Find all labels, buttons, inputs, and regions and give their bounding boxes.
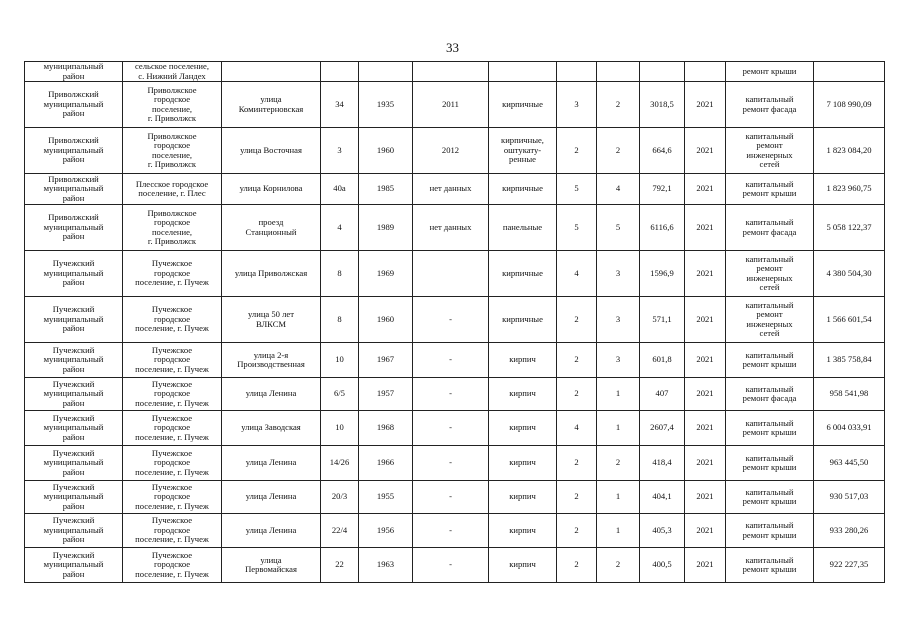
build-year-cell: 1969 [359, 251, 413, 297]
area-cell: 571,1 [640, 297, 685, 343]
street-cell: улица Заводская [222, 411, 321, 446]
house-number-cell: 22/4 [321, 514, 359, 548]
work-type-cell: капитальный ремонт инженерных сетей [726, 128, 814, 174]
plan-year-cell: 2021 [685, 128, 726, 174]
entrances-cell: 5 [597, 205, 640, 251]
district-cell: Пучежский муниципальный район [25, 514, 123, 548]
last-renovation-year-cell: нет данных [413, 174, 489, 205]
settlement-cell: Пучежское городское поселение, г. Пучеж [123, 446, 222, 481]
cost-cell: 930 517,03 [814, 481, 885, 514]
house-number-cell: 4 [321, 205, 359, 251]
last-renovation-year-cell: 2011 [413, 82, 489, 128]
area-cell: 405,3 [640, 514, 685, 548]
settlement-cell: Приволжское городское поселение, г. Приволжск [123, 82, 222, 128]
settlement-cell: Плесское городское поселение, г. Плес [123, 174, 222, 205]
settlement-cell: Пучежское городское поселение, г. Пучеж [123, 297, 222, 343]
table-row [25, 251, 885, 297]
table-row [25, 82, 885, 128]
plan-year-cell: 2021 [685, 411, 726, 446]
district-cell: Приволжский муниципальный район [25, 174, 123, 205]
plan-year-cell: 2021 [685, 481, 726, 514]
street-cell [222, 62, 321, 82]
table-row [25, 62, 885, 82]
wall-material-cell: кирпичные, оштукату- ренные [489, 128, 557, 174]
street-cell: улица 50 лет ВЛКСМ [222, 297, 321, 343]
street-cell: проезд Станционный [222, 205, 321, 251]
area-cell: 1596,9 [640, 251, 685, 297]
entrances-cell: 1 [597, 378, 640, 411]
district-cell: Пучежский муниципальный район [25, 251, 123, 297]
plan-year-cell: 2021 [685, 174, 726, 205]
page-number: 33 [446, 40, 459, 55]
table-row [25, 128, 885, 174]
floors-cell: 5 [557, 174, 597, 205]
street-cell: улица Ленина [222, 378, 321, 411]
cost-cell: 4 380 504,30 [814, 251, 885, 297]
build-year-cell: 1968 [359, 411, 413, 446]
table-row [25, 297, 885, 343]
wall-material-cell: кирпичные [489, 251, 557, 297]
build-year-cell: 1956 [359, 514, 413, 548]
settlement-cell: Пучежское городское поселение, г. Пучеж [123, 514, 222, 548]
plan-year-cell: 2021 [685, 251, 726, 297]
district-cell: Приволжский муниципальный район [25, 205, 123, 251]
cost-cell: 1 385 758,84 [814, 343, 885, 378]
work-type-cell: ремонт крыши [726, 62, 814, 82]
cost-cell: 5 058 122,37 [814, 205, 885, 251]
table-row [25, 514, 885, 548]
area-cell: 601,8 [640, 343, 685, 378]
street-cell: улица Ленина [222, 514, 321, 548]
wall-material-cell: кирпичные [489, 174, 557, 205]
area-cell: 404,1 [640, 481, 685, 514]
floors-cell: 2 [557, 343, 597, 378]
settlement-cell: сельское поселение, с. Нижний Ландех [123, 62, 222, 82]
work-type-cell: капитальный ремонт крыши [726, 548, 814, 583]
housing-repair-table [24, 61, 885, 583]
build-year-cell: 1985 [359, 174, 413, 205]
settlement-cell: Пучежское городское поселение, г. Пучеж [123, 251, 222, 297]
cost-cell: 922 227,35 [814, 548, 885, 583]
table-row [25, 481, 885, 514]
entrances-cell: 2 [597, 446, 640, 481]
work-type-cell: капитальный ремонт крыши [726, 174, 814, 205]
work-type-cell: капитальный ремонт инженерных сетей [726, 297, 814, 343]
build-year-cell: 1967 [359, 343, 413, 378]
last-renovation-year-cell: - [413, 446, 489, 481]
floors-cell: 2 [557, 297, 597, 343]
table-row [25, 548, 885, 583]
floors-cell: 4 [557, 251, 597, 297]
table-row [25, 174, 885, 205]
cost-cell: 1 823 084,20 [814, 128, 885, 174]
district-cell: Пучежский муниципальный район [25, 481, 123, 514]
entrances-cell: 1 [597, 481, 640, 514]
district-cell: Пучежский муниципальный район [25, 411, 123, 446]
wall-material-cell: кирпич [489, 481, 557, 514]
build-year-cell: 1957 [359, 378, 413, 411]
house-number-cell: 8 [321, 297, 359, 343]
wall-material-cell: кирпичные [489, 297, 557, 343]
district-cell: Пучежский муниципальный район [25, 446, 123, 481]
work-type-cell: капитальный ремонт крыши [726, 411, 814, 446]
table-row [25, 205, 885, 251]
floors-cell: 4 [557, 411, 597, 446]
wall-material-cell [489, 62, 557, 82]
wall-material-cell: кирпич [489, 343, 557, 378]
wall-material-cell: кирпич [489, 548, 557, 583]
street-cell: улица Ленина [222, 481, 321, 514]
area-cell [640, 62, 685, 82]
area-cell: 664,6 [640, 128, 685, 174]
street-cell: улица Коминтерновская [222, 82, 321, 128]
street-cell: улица Ленина [222, 446, 321, 481]
build-year-cell [359, 62, 413, 82]
floors-cell: 2 [557, 128, 597, 174]
area-cell: 407 [640, 378, 685, 411]
street-cell: улица Восточная [222, 128, 321, 174]
work-type-cell: капитальный ремонт фасада [726, 378, 814, 411]
cost-cell [814, 62, 885, 82]
house-number-cell: 8 [321, 251, 359, 297]
last-renovation-year-cell: нет данных [413, 205, 489, 251]
last-renovation-year-cell: - [413, 411, 489, 446]
settlement-cell: Пучежское городское поселение, г. Пучеж [123, 481, 222, 514]
plan-year-cell: 2021 [685, 548, 726, 583]
floors-cell: 5 [557, 205, 597, 251]
wall-material-cell: панельные [489, 205, 557, 251]
build-year-cell: 1960 [359, 297, 413, 343]
last-renovation-year-cell: - [413, 481, 489, 514]
work-type-cell: капитальный ремонт крыши [726, 343, 814, 378]
house-number-cell: 40а [321, 174, 359, 205]
table-row [25, 411, 885, 446]
table-row [25, 446, 885, 481]
plan-year-cell: 2021 [685, 82, 726, 128]
entrances-cell: 2 [597, 82, 640, 128]
last-renovation-year-cell: - [413, 514, 489, 548]
settlement-cell: Пучежское городское поселение, г. Пучеж [123, 411, 222, 446]
entrances-cell: 1 [597, 514, 640, 548]
last-renovation-year-cell: 2012 [413, 128, 489, 174]
last-renovation-year-cell: - [413, 548, 489, 583]
entrances-cell: 3 [597, 343, 640, 378]
street-cell: улица Первомайская [222, 548, 321, 583]
entrances-cell: 2 [597, 548, 640, 583]
table-row [25, 378, 885, 411]
floors-cell: 2 [557, 481, 597, 514]
cost-cell: 958 541,98 [814, 378, 885, 411]
plan-year-cell: 2021 [685, 297, 726, 343]
street-cell: улица Приволжская [222, 251, 321, 297]
last-renovation-year-cell [413, 62, 489, 82]
cost-cell: 7 108 990,09 [814, 82, 885, 128]
district-cell: Приволжский муниципальный район [25, 128, 123, 174]
cost-cell: 1 566 601,54 [814, 297, 885, 343]
plan-year-cell: 2021 [685, 205, 726, 251]
floors-cell: 2 [557, 514, 597, 548]
house-number-cell: 20/3 [321, 481, 359, 514]
area-cell: 792,1 [640, 174, 685, 205]
work-type-cell: капитальный ремонт крыши [726, 481, 814, 514]
floors-cell: 3 [557, 82, 597, 128]
area-cell: 6116,6 [640, 205, 685, 251]
area-cell: 2607,4 [640, 411, 685, 446]
work-type-cell: капитальный ремонт фасада [726, 205, 814, 251]
area-cell: 400,5 [640, 548, 685, 583]
table-body [25, 62, 885, 583]
street-cell: улица Корнилова [222, 174, 321, 205]
last-renovation-year-cell: - [413, 297, 489, 343]
cost-cell: 1 823 960,75 [814, 174, 885, 205]
wall-material-cell: кирпич [489, 411, 557, 446]
district-cell: Пучежский муниципальный район [25, 378, 123, 411]
entrances-cell: 4 [597, 174, 640, 205]
district-cell: Приволжский муниципальный район [25, 82, 123, 128]
settlement-cell: Пучежское городское поселение, г. Пучеж [123, 343, 222, 378]
work-type-cell: капитальный ремонт фасада [726, 82, 814, 128]
house-number-cell: 34 [321, 82, 359, 128]
cost-cell: 6 004 033,91 [814, 411, 885, 446]
wall-material-cell: кирпич [489, 446, 557, 481]
last-renovation-year-cell: - [413, 378, 489, 411]
district-cell: муниципальный район [25, 62, 123, 82]
house-number-cell: 14/26 [321, 446, 359, 481]
house-number-cell: 3 [321, 128, 359, 174]
district-cell: Пучежский муниципальный район [25, 343, 123, 378]
settlement-cell: Пучежское городское поселение, г. Пучеж [123, 548, 222, 583]
last-renovation-year-cell: - [413, 343, 489, 378]
plan-year-cell [685, 62, 726, 82]
house-number-cell [321, 62, 359, 82]
plan-year-cell: 2021 [685, 378, 726, 411]
cost-cell: 963 445,50 [814, 446, 885, 481]
cost-cell: 933 280,26 [814, 514, 885, 548]
wall-material-cell: кирпичные [489, 82, 557, 128]
table-row [25, 343, 885, 378]
settlement-cell: Приволжское городское поселение, г. Приволжск [123, 205, 222, 251]
house-number-cell: 10 [321, 343, 359, 378]
build-year-cell: 1966 [359, 446, 413, 481]
wall-material-cell: кирпич [489, 514, 557, 548]
build-year-cell: 1935 [359, 82, 413, 128]
plan-year-cell: 2021 [685, 446, 726, 481]
district-cell: Пучежский муниципальный район [25, 548, 123, 583]
plan-year-cell: 2021 [685, 343, 726, 378]
house-number-cell: 10 [321, 411, 359, 446]
house-number-cell: 22 [321, 548, 359, 583]
floors-cell: 2 [557, 548, 597, 583]
work-type-cell: капитальный ремонт инженерных сетей [726, 251, 814, 297]
last-renovation-year-cell [413, 251, 489, 297]
entrances-cell: 1 [597, 411, 640, 446]
street-cell: улица 2-я Производственная [222, 343, 321, 378]
work-type-cell: капитальный ремонт крыши [726, 446, 814, 481]
floors-cell: 2 [557, 446, 597, 481]
entrances-cell: 2 [597, 128, 640, 174]
entrances-cell: 3 [597, 251, 640, 297]
district-cell: Пучежский муниципальный район [25, 297, 123, 343]
floors-cell [557, 62, 597, 82]
settlement-cell: Приволжское городское поселение, г. Приволжск [123, 128, 222, 174]
entrances-cell: 3 [597, 297, 640, 343]
build-year-cell: 1955 [359, 481, 413, 514]
build-year-cell: 1963 [359, 548, 413, 583]
work-type-cell: капитальный ремонт крыши [726, 514, 814, 548]
wall-material-cell: кирпич [489, 378, 557, 411]
build-year-cell: 1989 [359, 205, 413, 251]
area-cell: 418,4 [640, 446, 685, 481]
plan-year-cell: 2021 [685, 514, 726, 548]
settlement-cell: Пучежское городское поселение, г. Пучеж [123, 378, 222, 411]
build-year-cell: 1960 [359, 128, 413, 174]
floors-cell: 2 [557, 378, 597, 411]
entrances-cell [597, 62, 640, 82]
area-cell: 3018,5 [640, 82, 685, 128]
house-number-cell: 6/5 [321, 378, 359, 411]
